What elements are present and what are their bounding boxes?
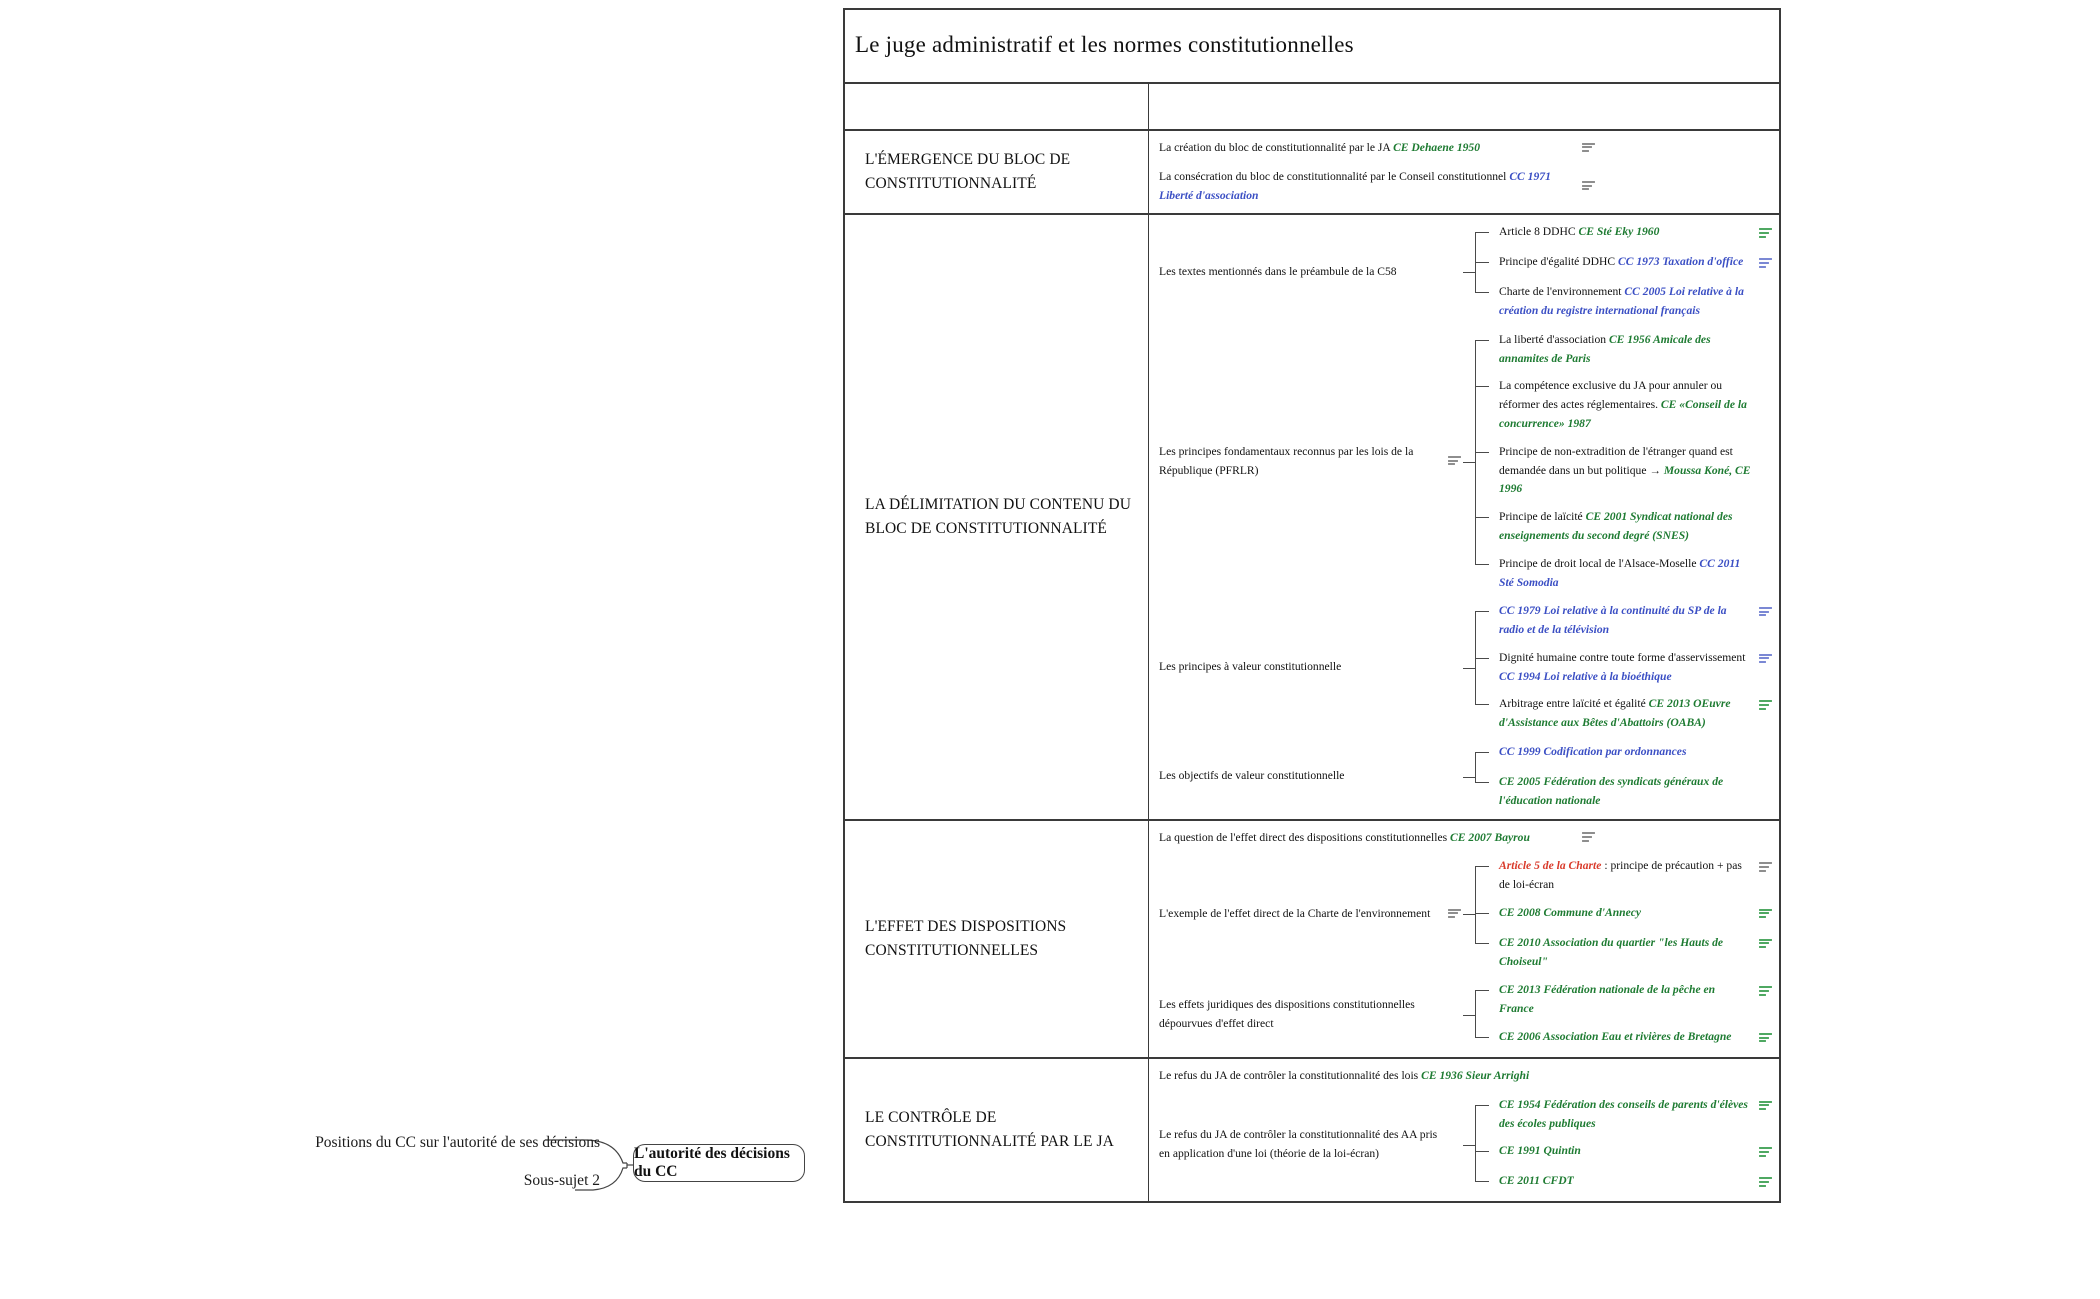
note-icon-green[interactable] xyxy=(1759,700,1772,711)
leaf-label xyxy=(1499,934,1759,972)
branch-row xyxy=(1159,139,1775,158)
leaf-icon-slot xyxy=(1759,743,1775,764)
text-fragment: CE 2005 Fédération des syndicats généraux de l'éducation nationale xyxy=(1499,774,1724,807)
branch-icon-slot xyxy=(1445,771,1463,782)
section-heading-cell xyxy=(845,821,1149,1057)
branch-row xyxy=(1159,331,1775,592)
branch-label xyxy=(1159,905,1445,924)
leaf-label xyxy=(1499,223,1759,242)
leaf-row xyxy=(1489,1096,1775,1134)
note-icon-green[interactable] xyxy=(1759,228,1772,239)
leaf-label xyxy=(1499,773,1759,811)
note-icon-grey[interactable] xyxy=(1448,909,1461,920)
leaf-row xyxy=(1489,508,1775,546)
leaf-row xyxy=(1489,1172,1775,1193)
branch-subtree xyxy=(1463,602,1775,733)
note-icon-blue[interactable] xyxy=(1759,654,1772,665)
text-fragment: CC 2011 Sté Somodia xyxy=(1499,556,1741,589)
text-fragment: CE 2006 Association Eau et rivières de Bretagne xyxy=(1499,1030,1732,1043)
text-fragment: La liberté d'association xyxy=(1499,332,1609,346)
leaf-icon-slot xyxy=(1759,555,1775,576)
side-node-branch-label-1: Positions du CC sur l'autorité de ses décisions xyxy=(315,1134,600,1151)
branch-connector-stub xyxy=(1463,462,1475,463)
leaf-label xyxy=(1499,508,1759,546)
leaf-row xyxy=(1489,1142,1775,1163)
leaf-row xyxy=(1489,743,1775,764)
page-title: Le juge administratif et les normes constitutionnelles xyxy=(855,32,1354,57)
leaf-icon-slot xyxy=(1759,331,1775,352)
branch-subtree xyxy=(1463,743,1775,811)
table-spacer-row xyxy=(845,84,1779,131)
text-fragment: : principe de précaution + pas de loi-écran xyxy=(1499,859,1742,892)
branch-subtree xyxy=(1463,857,1775,971)
leaf-icon-slot xyxy=(1759,283,1775,304)
branch-connector-stub xyxy=(1463,1145,1475,1146)
note-icon-grey[interactable] xyxy=(1759,862,1772,873)
leaf-row xyxy=(1489,1028,1775,1049)
note-icon-green[interactable] xyxy=(1759,1033,1772,1044)
text-fragment: Principe d'égalité DDHC xyxy=(1499,255,1618,269)
note-icon-green[interactable] xyxy=(1759,1147,1772,1158)
branch-icon-slot xyxy=(1579,1071,1597,1082)
branch-connector-stub xyxy=(1463,914,1475,915)
branch-subtree xyxy=(1463,1096,1775,1194)
leaf-label xyxy=(1499,253,1759,272)
leaf-icon-slot xyxy=(1759,253,1775,274)
leaf-icon-slot xyxy=(1759,904,1775,925)
text-fragment: CE 2013 Fédération nationale de la pêche en France xyxy=(1499,983,1716,1016)
branch-connector-stub xyxy=(1463,272,1475,273)
note-icon-green[interactable] xyxy=(1759,986,1772,997)
leaf-icon-slot xyxy=(1759,857,1775,878)
leaf-row xyxy=(1489,283,1775,321)
side-node-title[interactable]: L'autorité des décisions du CC xyxy=(633,1144,805,1182)
leaf-label xyxy=(1499,1028,1759,1047)
text-fragment: La consécration du bloc de constitutionnalité par le Conseil constitutionnel xyxy=(1159,169,1510,183)
branch-icon-slot xyxy=(1579,832,1597,843)
leaf-row xyxy=(1489,377,1775,433)
section-heading: LE CONTRÔLE DE CONSTITUTIONNALITÉ PAR LE JA xyxy=(865,1109,1114,1151)
section-heading: LA DÉLIMITATION DU CONTENU DU BLOC DE CONSTITUTIONNALITÉ xyxy=(865,495,1131,537)
text-fragment: CC 1971 Liberté d'association xyxy=(1159,169,1551,202)
text-fragment: Article 5 de la Charte xyxy=(1499,859,1602,873)
branch-label xyxy=(1159,1126,1445,1164)
section-row xyxy=(845,821,1779,1059)
text-fragment: Principe de droit local de l'Alsace-Moselle xyxy=(1499,556,1700,570)
section-row xyxy=(845,215,1779,820)
leaf-icon-slot xyxy=(1759,508,1775,529)
text-fragment: Les textes mentionnés dans le préambule de la C58 xyxy=(1159,264,1397,278)
text-fragment: CE 2008 Commune d'Annecy xyxy=(1499,905,1642,919)
branch-label xyxy=(1159,829,1579,848)
text-fragment: Les principes fondamentaux reconnus par les lois de la République (PFRLR) xyxy=(1159,444,1414,477)
leaf-row xyxy=(1489,981,1775,1019)
text-fragment: CE 2007 Bayrou xyxy=(1450,830,1530,844)
branch-icon-slot xyxy=(1445,662,1463,673)
leaf-label xyxy=(1499,981,1759,1019)
section-content-cell xyxy=(1149,215,1779,818)
text-fragment: Le refus du JA de contrôler la constitutionnalité des lois xyxy=(1159,1069,1422,1082)
branch-row xyxy=(1159,743,1775,811)
text-fragment: CE 2013 OEuvre d'Assistance aux Bêtes d'Abattoirs (OABA) xyxy=(1499,697,1731,730)
note-icon-green[interactable] xyxy=(1759,1177,1772,1188)
leaf-icon-slot xyxy=(1759,377,1775,398)
leaf-label xyxy=(1499,743,1759,762)
leaf-icon-slot xyxy=(1759,773,1775,794)
note-icon-green[interactable] xyxy=(1759,939,1772,950)
text-fragment: CC 1979 Loi relative à la continuité du SP de la radio et de la télévision xyxy=(1499,604,1727,637)
note-icon-grey[interactable] xyxy=(1582,181,1595,192)
branch-icon-slot xyxy=(1445,1139,1463,1150)
branch-row xyxy=(1159,857,1775,971)
branch-label xyxy=(1159,139,1579,158)
leaf-icon-slot xyxy=(1759,443,1775,464)
branch-row xyxy=(1159,981,1775,1049)
text-fragment: La compétence exclusive du JA pour annuler ou réformer des actes réglementaires. xyxy=(1499,379,1723,412)
leaf-row xyxy=(1489,555,1775,593)
text-fragment: Principe de non-extradition de l'étranger quand est demandée dans un but politique → xyxy=(1499,444,1733,477)
note-icon-green[interactable] xyxy=(1759,909,1772,920)
leaf-icon-slot xyxy=(1759,981,1775,1002)
leaf-icon-slot xyxy=(1759,934,1775,955)
spacer-cell-left xyxy=(845,84,1149,129)
note-icon-grey[interactable] xyxy=(1582,143,1595,154)
leaf-icon-slot xyxy=(1759,1142,1775,1163)
leaf-label xyxy=(1499,695,1759,733)
leaf-row xyxy=(1489,773,1775,811)
branch-connector-stub xyxy=(1463,777,1475,778)
leaf-icon-slot xyxy=(1759,1028,1775,1049)
text-fragment: CE «Conseil de la concurrence» 1987 xyxy=(1499,398,1747,431)
leaf-row xyxy=(1489,857,1775,895)
text-fragment: CE 1936 Sieur Arrighi xyxy=(1421,1069,1530,1082)
side-node-branch-label-2: Sous-sujet 2 xyxy=(523,1172,600,1189)
leaf-row xyxy=(1489,331,1775,369)
text-fragment: CC 1999 Codification par ordonnances xyxy=(1499,744,1687,758)
branch-row xyxy=(1159,1067,1775,1086)
text-fragment: Principe de laïcité xyxy=(1499,510,1586,524)
text-fragment: CE 1956 Amicale des annamites de Paris xyxy=(1499,332,1711,365)
text-fragment: Article 8 DDHC xyxy=(1499,225,1579,239)
leaf-row xyxy=(1489,223,1775,244)
section-content-cell xyxy=(1149,821,1779,1057)
section-heading-cell xyxy=(845,1059,1149,1201)
branch-label xyxy=(1159,658,1445,677)
branch-label xyxy=(1159,767,1445,786)
leaf-label xyxy=(1499,331,1759,369)
leaf-label xyxy=(1499,602,1759,640)
text-fragment: Moussa Koné, CE 1996 xyxy=(1499,463,1751,496)
branch-label xyxy=(1159,263,1445,282)
leaf-row xyxy=(1489,934,1775,972)
text-fragment: CC 1973 Taxation d'office xyxy=(1617,255,1744,269)
branch-label xyxy=(1159,1067,1579,1086)
leaf-label xyxy=(1499,377,1759,433)
leaf-icon-slot xyxy=(1759,1172,1775,1193)
leaf-label xyxy=(1499,904,1759,923)
note-icon-green[interactable] xyxy=(1759,1101,1772,1112)
branch-icon-slot xyxy=(1579,143,1597,154)
text-fragment: Le refus du JA de contrôler la constitutionnalité des AA pris en application d'une loi (théorie de la loi-écran) xyxy=(1159,1127,1438,1160)
text-fragment: CE 2010 Association du quartier "les Hauts de Choiseul" xyxy=(1499,935,1724,968)
text-fragment: Les objectifs de valeur constitutionnelle xyxy=(1159,769,1345,783)
side-mindmap-node xyxy=(315,1128,805,1208)
leaf-icon-slot xyxy=(1759,649,1775,670)
leaf-label xyxy=(1499,1142,1759,1161)
text-fragment: Dignité humaine contre toute forme d'asservissement xyxy=(1499,650,1746,664)
text-fragment: CC 2005 Loi relative à la création du registre international français xyxy=(1499,285,1744,318)
branch-icon-slot xyxy=(1445,909,1463,920)
leaf-icon-slot xyxy=(1759,602,1775,623)
branch-connector-stub xyxy=(1463,668,1475,669)
leaf-icon-slot xyxy=(1759,223,1775,244)
section-heading-cell xyxy=(845,215,1149,818)
text-fragment: CE Dehaene 1950 xyxy=(1393,141,1481,154)
leaf-row xyxy=(1489,649,1775,687)
branch-icon-slot xyxy=(1445,1010,1463,1021)
text-fragment: Les effets juridiques des dispositions constitutionnelles dépourvues d'effet direct xyxy=(1159,998,1415,1031)
leaf-label xyxy=(1499,443,1759,499)
leaf-row xyxy=(1489,443,1775,499)
text-fragment: La création du bloc de constitutionnalité par le JA xyxy=(1159,141,1394,154)
branch-label xyxy=(1159,443,1445,481)
section-row xyxy=(845,131,1779,215)
section-content-cell xyxy=(1149,1059,1779,1201)
note-icon-blue[interactable] xyxy=(1759,607,1772,618)
section-heading: L'EFFET DES DISPOSITIONS CONSTITUTIONNELLES xyxy=(865,917,1067,959)
branch-subtree xyxy=(1463,981,1775,1049)
note-icon-grey[interactable] xyxy=(1448,456,1461,467)
branch-row xyxy=(1159,223,1775,321)
text-fragment: La question de l'effet direct des dispositions constitutionnelles xyxy=(1159,830,1451,844)
note-icon-grey[interactable] xyxy=(1582,832,1595,843)
branch-icon-slot xyxy=(1579,181,1597,192)
table-title-row xyxy=(845,10,1779,84)
leaf-label xyxy=(1499,283,1759,321)
spacer-cell-right xyxy=(1149,84,1779,129)
branch-subtree xyxy=(1463,331,1775,592)
leaf-label xyxy=(1499,649,1759,687)
leaf-row xyxy=(1489,602,1775,640)
text-fragment: CE 2001 Syndicat national des enseignements du second degré (SNES) xyxy=(1499,510,1733,542)
branch-subtree xyxy=(1463,223,1775,321)
leaf-row xyxy=(1489,695,1775,733)
leaf-label xyxy=(1499,857,1759,895)
branch-row xyxy=(1159,602,1775,733)
branch-icon-slot xyxy=(1445,267,1463,278)
text-fragment: L'exemple de l'effet direct de la Charte de l'environnement xyxy=(1159,906,1431,920)
text-fragment: CE 1954 Fédération des conseils de parents d'élèves des écoles publiques xyxy=(1499,1097,1748,1130)
section-heading-cell xyxy=(845,131,1149,213)
leaf-row xyxy=(1489,904,1775,925)
section-content-cell xyxy=(1149,131,1779,213)
text-fragment: Les principes à valeur constitutionnelle xyxy=(1159,660,1342,674)
branch-label xyxy=(1159,168,1579,206)
sections-host xyxy=(845,131,1779,1201)
branch-connector-stub xyxy=(1463,1015,1475,1016)
note-icon-blue[interactable] xyxy=(1759,258,1772,269)
branch-label xyxy=(1159,996,1445,1034)
text-fragment: CC 1994 Loi relative à la bioéthique xyxy=(1499,669,1672,683)
branch-row xyxy=(1159,168,1775,206)
leaf-label xyxy=(1499,555,1759,593)
text-fragment: Arbitrage entre laïcité et égalité xyxy=(1499,697,1649,711)
leaf-row xyxy=(1489,253,1775,274)
text-fragment: CE Sté Eky 1960 xyxy=(1578,225,1660,239)
leaf-icon-slot xyxy=(1759,1096,1775,1117)
leaf-label xyxy=(1499,1172,1759,1191)
section-row xyxy=(845,1059,1779,1201)
branch-row xyxy=(1159,1096,1775,1194)
leaf-icon-slot xyxy=(1759,695,1775,716)
branch-icon-slot xyxy=(1445,456,1463,467)
text-fragment: CE 1991 Quintin xyxy=(1499,1144,1581,1158)
leaf-label xyxy=(1499,1096,1759,1134)
outline-table xyxy=(843,8,1781,1203)
text-fragment: CE 2011 CFDT xyxy=(1499,1174,1574,1188)
text-fragment: Charte de l'environnement xyxy=(1499,285,1625,299)
section-heading: L'ÉMERGENCE DU BLOC DE CONSTITUTIONNALITÉ xyxy=(865,151,1071,193)
branch-row xyxy=(1159,829,1775,848)
